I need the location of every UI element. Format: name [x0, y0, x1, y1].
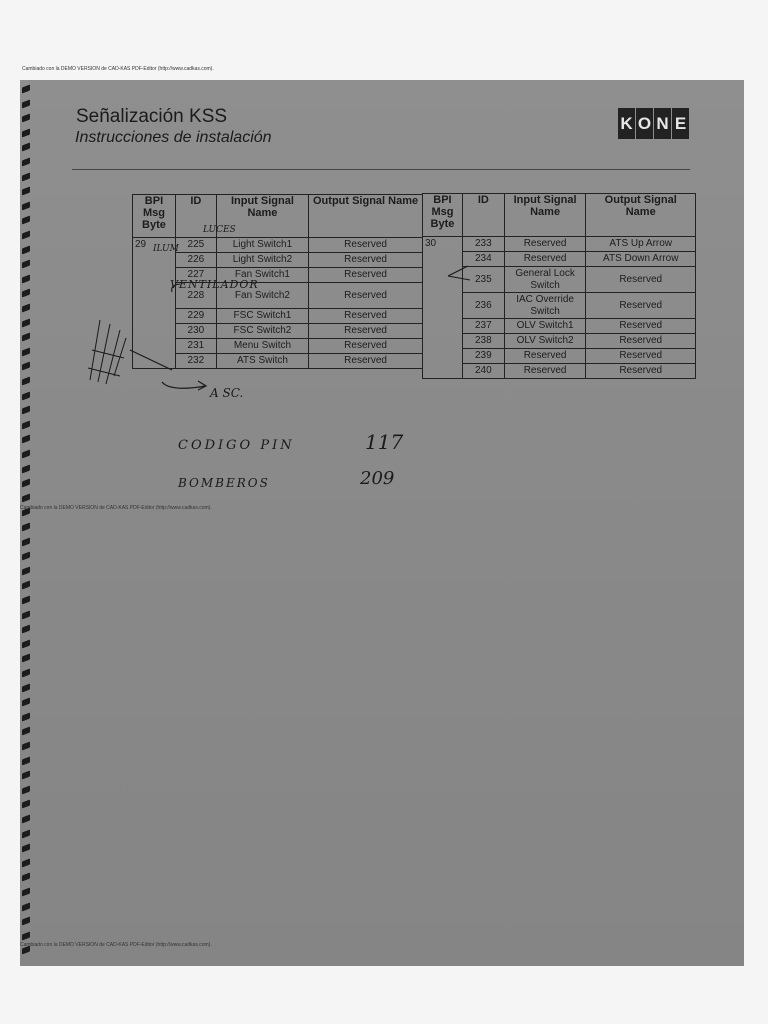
- cell-input: OLV Switch2: [504, 334, 586, 349]
- cell-output: Reserved: [309, 339, 423, 354]
- demo-watermark-middle: Cambiado con la DEMO VERSION de CAD-KAS PDF-Editor (http://www.cadkas.com).: [20, 505, 212, 511]
- bpi-byte-cell: 29: [133, 238, 176, 253]
- logo-letter: K: [618, 108, 635, 139]
- spiral-ring: [22, 888, 30, 897]
- header-bpi-msg-byte: BPI Msg Byte: [133, 195, 176, 238]
- header-bpi-msg-byte: BPI Msg Byte: [423, 194, 463, 237]
- header-input-signal: Input Signal Name: [216, 195, 308, 238]
- logo-letter: O: [636, 108, 653, 139]
- spiral-ring: [22, 683, 30, 692]
- cell-id: 230: [175, 324, 216, 339]
- spiral-ring: [22, 931, 30, 940]
- demo-watermark-bottom: Cambiado con la DEMO VERSION de CAD-KAS PDF-Editor (http://www.cadkas.com).: [20, 942, 212, 948]
- handwritten-ventilador: VENTILADOR: [170, 278, 259, 291]
- header-output-signal: Output Signal Name: [586, 194, 696, 237]
- spiral-ring: [22, 844, 30, 853]
- spiral-ring: [22, 785, 30, 794]
- cell-output: ATS Up Arrow: [586, 237, 696, 252]
- cell-id: 231: [175, 339, 216, 354]
- spiral-ring: [22, 698, 30, 707]
- spiral-ring: [22, 654, 30, 663]
- cell-input: FSC Switch2: [216, 324, 308, 339]
- cell-input: Light Switch2: [216, 253, 308, 268]
- cell-input: Fan Switch2: [216, 283, 308, 309]
- cell-input: General Lock Switch: [504, 267, 586, 293]
- spiral-ring: [22, 712, 30, 721]
- cell-output: Reserved: [586, 267, 696, 293]
- cell-output: Reserved: [309, 283, 423, 309]
- cell-output: Reserved: [586, 319, 696, 334]
- cell-id: 226: [175, 253, 216, 268]
- handwritten-bomberos: BOMBEROS: [178, 476, 270, 490]
- cell-output: Reserved: [309, 324, 423, 339]
- cell-input: Reserved: [504, 349, 586, 364]
- cell-output: Reserved: [309, 253, 423, 268]
- cell-input: Menu Switch: [216, 339, 308, 354]
- cell-output: Reserved: [309, 309, 423, 324]
- cell-id: 227: [175, 268, 216, 283]
- spiral-ring: [22, 858, 30, 867]
- cell-id: 225: [175, 238, 216, 253]
- spiral-ring: [22, 902, 30, 911]
- handwritten-luces: LUCES: [203, 225, 236, 235]
- handwritten-ilum: ILUM: [153, 244, 179, 254]
- cell-input: Reserved: [504, 364, 586, 379]
- handwritten-codigo-pin: CODIGO PIN: [178, 438, 295, 453]
- handwritten-asc: A SC.: [210, 386, 244, 400]
- spiral-ring: [22, 829, 30, 838]
- cell-output: Reserved: [586, 364, 696, 379]
- cell-output: ATS Down Arrow: [586, 252, 696, 267]
- cell-output: Reserved: [586, 293, 696, 319]
- cell-id: 236: [462, 293, 504, 319]
- cell-output: Reserved: [309, 238, 423, 253]
- spiral-ring: [22, 669, 30, 678]
- spiral-ring: [22, 815, 30, 824]
- handwritten-bomberos-value: 209: [360, 468, 395, 489]
- cell-output: Reserved: [309, 354, 423, 369]
- logo-letter: E: [672, 108, 689, 139]
- document-title: Señalización KSS: [76, 106, 228, 127]
- cell-id: 240: [462, 364, 504, 379]
- spiral-ring: [22, 742, 30, 751]
- cell-output: Reserved: [586, 334, 696, 349]
- cell-input: Reserved: [504, 237, 586, 252]
- spiral-ring: [22, 727, 30, 736]
- cell-id: 238: [462, 334, 504, 349]
- spiral-ring: [22, 800, 30, 809]
- spiral-ring: [22, 581, 30, 590]
- cell-input: Light Switch1: [216, 238, 308, 253]
- spiral-ring: [22, 756, 30, 765]
- cell-id: 228: [175, 283, 216, 309]
- header-id: ID: [175, 195, 216, 238]
- cell-id: 232: [175, 354, 216, 369]
- cell-output: Reserved: [586, 349, 696, 364]
- spiral-ring: [22, 610, 30, 619]
- spiral-ring: [22, 625, 30, 634]
- header-output-signal: Output Signal Name: [309, 195, 423, 238]
- spiral-ring: [22, 771, 30, 780]
- cell-input: ATS Switch: [216, 354, 308, 369]
- bpi-byte-cell: 30: [423, 237, 463, 252]
- spiral-ring: [22, 639, 30, 648]
- cell-input: IAC Override Switch: [504, 293, 586, 319]
- spiral-ring: [22, 917, 30, 926]
- cell-id: 237: [462, 319, 504, 334]
- cell-id: 229: [175, 309, 216, 324]
- spiral-ring: [22, 596, 30, 605]
- header-id: ID: [462, 194, 504, 237]
- cell-id: 235: [462, 267, 504, 293]
- demo-watermark-top: Cambiado con la DEMO VERSION de CAD-KAS PDF-Editor (http://www.cadkas.com).: [22, 66, 214, 72]
- cell-id: 234: [462, 252, 504, 267]
- header-input-signal: Input Signal Name: [504, 194, 586, 237]
- spiral-ring: [22, 873, 30, 882]
- document-photo: [20, 80, 744, 966]
- cell-input: Fan Switch1: [216, 268, 308, 283]
- cell-input: FSC Switch1: [216, 309, 308, 324]
- logo-letter: N: [654, 108, 671, 139]
- cell-input: OLV Switch1: [504, 319, 586, 334]
- document-subtitle: Instrucciones de instalación: [75, 129, 272, 146]
- handwritten-codigo-value: 117: [365, 430, 404, 454]
- cell-input: Reserved: [504, 252, 586, 267]
- cell-id: 239: [462, 349, 504, 364]
- cell-output: Reserved: [309, 268, 423, 283]
- cell-id: 233: [462, 237, 504, 252]
